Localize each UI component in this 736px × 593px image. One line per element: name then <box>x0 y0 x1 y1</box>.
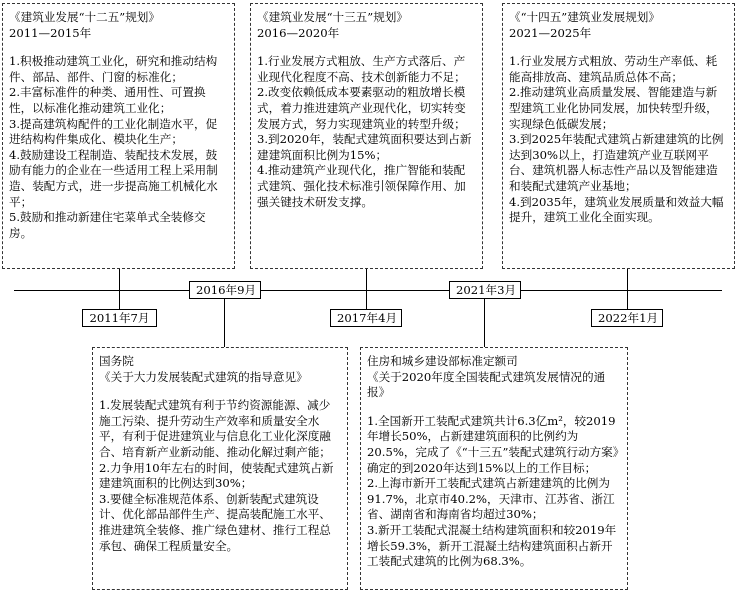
timeline-axis <box>14 290 722 291</box>
plan-13-period: 2016—2020年 <box>257 25 340 40</box>
plan-12-title: 《建筑业发展“十二五”规划》 <box>9 10 160 24</box>
report-issuer: 住房和城乡建设部标准定额司 <box>367 354 518 368</box>
plan-14th-five-year-box <box>502 3 735 269</box>
date-label-2016-09: 2016年9月 <box>189 281 261 299</box>
plan-12th-five-year-box <box>2 3 235 269</box>
date-label-2021-03: 2021年3月 <box>449 281 521 299</box>
plan-12-item: 5.鼓励和推动新建住宅菜单式全装修交房。 <box>9 210 206 240</box>
connector-2022 <box>627 269 628 310</box>
plan-14-item: 2.推动建筑业高质量发展、智能建造与新型建筑工业化协同发展，加快转型升级，实现绿色低碳发展； <box>509 85 718 131</box>
plan-12-period: 2011—2015年 <box>9 25 92 40</box>
date-label-2022-01: 2022年1月 <box>591 309 663 327</box>
guidance-title: 《关于大力发展装配式建筑的指导意见》 <box>99 369 308 384</box>
mohurd-report-box <box>360 347 628 590</box>
date-label-2017-04: 2017年4月 <box>330 309 402 327</box>
plan-14-item: 3.到2025年装配式建筑占新建建筑的比例达到30%以上，打造建筑产业互联网平台、建筑机器人标志性产品以及智能建造和装配式建筑产业基地； <box>509 132 724 193</box>
plan-14-period: 2021—2025年 <box>509 25 592 40</box>
report-item: 1.全国新开工装配式建筑共计6.3亿m²，较2019年增长50%，占新建建筑面积的比例约为20.5%，完成了《“十三五”装配式建筑行动方案》确定的到2020年达到15%以上的工作目标； <box>367 413 619 475</box>
plan-14-item: 1.行业发展方式粗放、劳动生产率低、耗能高排放高、建筑品质总体不高； <box>509 54 718 84</box>
plan-13-item: 3.到2020年，装配式建筑面积要达到占新建建筑面积比例为15%； <box>257 132 472 162</box>
plan-13th-five-year-box <box>250 3 483 269</box>
plan-13-item: 1.行业发展方式粗放、生产方式落后、产业现代化程度不高、技术创新能力不足； <box>257 54 466 84</box>
plan-12-item: 2.丰富标准件的种类、通用性、可置换性，以标准化推动建筑工业化； <box>9 85 206 115</box>
report-item: 2.上海市新开工装配式建筑占新建建筑的比例为91.7%，北京市40.2%，天津市、江苏省、浙江省、湖南省和海南省均超过30%； <box>367 476 615 522</box>
plan-12-item: 1.积极推动建筑工业化，研究和推动结构件、部品、部件、门窗的标准化； <box>9 54 218 84</box>
guidance-issuer: 国务院 <box>99 354 134 368</box>
plan-13-item: 4.推动建筑产业现代化，推广智能和装配式建筑、强化技术标准引领保障作用、加强关键技术研发支撑。 <box>257 163 466 209</box>
plan-14-title: 《“十四五”建筑业发展规划》 <box>509 10 660 24</box>
report-title: 《关于2020年度全国装配式建筑发展情况的通报》 <box>367 369 606 400</box>
plan-13-title: 《建筑业发展“十三五”规划》 <box>257 10 408 24</box>
state-council-guidance-box <box>92 347 348 590</box>
plan-13-item: 2.改变依赖低成本要素驱动的粗放增长模式，着力推进建筑产业现代化，切实转变发展方式，努力实现建筑业的转型升级； <box>257 85 466 131</box>
report-item: 3.新开工装配式混凝土结构建筑面积和较2019年增长59.3%，新开工混凝土结构建筑面积占新开工装配式建筑的比例为68.3%。 <box>367 522 617 569</box>
date-label-2011-07: 2011年7月 <box>82 309 157 327</box>
connector-2017 <box>366 269 367 310</box>
plan-12-item: 3.提高建筑构配件的工业化制造水平，促进结构构件集成化、模块化生产； <box>9 116 218 147</box>
connector-2011 <box>119 269 120 310</box>
plan-12-item: 4.鼓励建设工程制造、装配技术发展，鼓励有能力的企业在一些适用工程上采用制造、装配方式，进一步提高施工机械化水平； <box>9 147 218 209</box>
guidance-item: 2.力争用10年左右的时间，使装配式建筑占新建建筑面积的比例达到30%； <box>99 460 334 491</box>
plan-14-item: 4.到2035年，建筑业发展质量和效益大幅提升，建筑工业化全面实现。 <box>509 194 724 225</box>
guidance-item: 3.要健全标准规范体系、创新装配式建筑设计、优化部品部件生产、提高装配施工水平、推进建筑全装修、推广绿色建材、推行工程总承包、确保工程质量安全。 <box>99 491 331 553</box>
guidance-item: 1.发展装配式建筑有利于节约资源能源、减少施工污染、提升劳动生产效率和质量安全水平，有利于促进建筑业与信息化工业化深度融合、培育新产业新动能、推动化解过剩产能； <box>99 398 331 459</box>
